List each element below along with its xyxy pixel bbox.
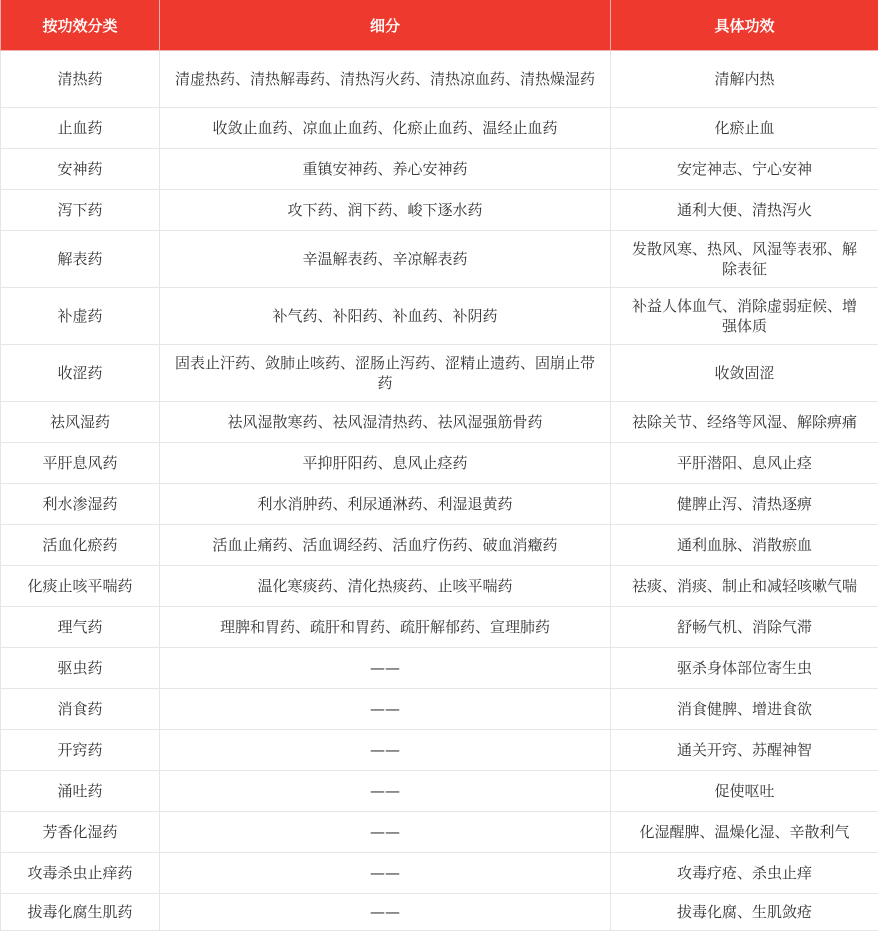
cell-category: 止血药 <box>1 108 160 149</box>
table-row <box>1 190 878 231</box>
table-header <box>1 0 878 51</box>
cell-subdivision: 理脾和胃药、疏肝和胃药、疏肝解郁药、宣理肺药 <box>160 607 611 648</box>
cell-efficacy: 通关开窍、苏醒神智 <box>611 730 878 771</box>
cell-efficacy: 化瘀止血 <box>611 108 878 149</box>
table-row <box>1 231 878 288</box>
table-row <box>1 525 878 566</box>
cell-category: 利水渗湿药 <box>1 484 160 525</box>
table-row <box>1 443 878 484</box>
table-row <box>1 108 878 149</box>
cell-efficacy: 化湿醒脾、温燥化湿、辛散利气 <box>611 812 878 853</box>
cell-subdivision: 温化寒痰药、清化热痰药、止咳平喘药 <box>160 566 611 607</box>
cell-efficacy: 驱杀身体部位寄生虫 <box>611 648 878 689</box>
cell-subdivision: 清虚热药、清热解毒药、清热泻火药、清热凉血药、清热燥湿药 <box>160 51 611 108</box>
header-category: 按功效分类 <box>1 0 160 51</box>
cell-category: 涌吐药 <box>1 771 160 812</box>
cell-efficacy: 平肝潜阳、息风止痉 <box>611 443 878 484</box>
header-efficacy: 具体功效 <box>611 0 878 51</box>
cell-category: 平肝息风药 <box>1 443 160 484</box>
cell-subdivision: 活血止痛药、活血调经药、活血疗伤药、破血消癥药 <box>160 525 611 566</box>
cell-category: 泻下药 <box>1 190 160 231</box>
cell-category: 祛风湿药 <box>1 402 160 443</box>
cell-subdivision: —— <box>160 771 611 812</box>
table-row <box>1 288 878 345</box>
cell-subdivision: 收敛止血药、凉血止血药、化瘀止血药、温经止血药 <box>160 108 611 149</box>
cell-efficacy: 健脾止泻、清热逐痹 <box>611 484 878 525</box>
cell-category: 拔毒化腐生肌药 <box>1 894 160 931</box>
cell-efficacy: 清解内热 <box>611 51 878 108</box>
table-row <box>1 812 878 853</box>
cell-subdivision: —— <box>160 689 611 730</box>
cell-category: 攻毒杀虫止痒药 <box>1 853 160 894</box>
cell-category: 驱虫药 <box>1 648 160 689</box>
cell-subdivision: 平抑肝阳药、息风止痉药 <box>160 443 611 484</box>
table-row <box>1 149 878 190</box>
cell-efficacy: 攻毒疗疮、杀虫止痒 <box>611 853 878 894</box>
table-row <box>1 484 878 525</box>
cell-subdivision: 祛风湿散寒药、祛风湿清热药、祛风湿强筋骨药 <box>160 402 611 443</box>
table-row <box>1 894 878 931</box>
cell-category: 开窍药 <box>1 730 160 771</box>
table-row <box>1 566 878 607</box>
cell-category: 补虚药 <box>1 288 160 345</box>
table-row <box>1 771 878 812</box>
table-row <box>1 51 878 108</box>
table-row <box>1 853 878 894</box>
cell-efficacy: 补益人体血气、消除虚弱症候、增强体质 <box>611 288 878 345</box>
cell-subdivision: —— <box>160 730 611 771</box>
cell-efficacy: 祛痰、消痰、制止和减轻咳嗽气喘 <box>611 566 878 607</box>
table-row <box>1 648 878 689</box>
table-row <box>1 345 878 402</box>
cell-category: 化痰止咳平喘药 <box>1 566 160 607</box>
cell-subdivision: 攻下药、润下药、峻下逐水药 <box>160 190 611 231</box>
cell-efficacy: 发散风寒、热风、风湿等表邪、解除表征 <box>611 231 878 288</box>
cell-efficacy: 促使呕吐 <box>611 771 878 812</box>
cell-efficacy: 拔毒化腐、生肌敛疮 <box>611 894 878 931</box>
cell-category: 芳香化湿药 <box>1 812 160 853</box>
cell-category: 解表药 <box>1 231 160 288</box>
cell-efficacy: 收敛固涩 <box>611 345 878 402</box>
cell-category: 收涩药 <box>1 345 160 402</box>
cell-subdivision: 固表止汗药、敛肺止咳药、涩肠止泻药、涩精止遗药、固崩止带药 <box>160 345 611 402</box>
table-row <box>1 689 878 730</box>
cell-efficacy: 通利血脉、消散瘀血 <box>611 525 878 566</box>
cell-efficacy: 祛除关节、经络等风湿、解除痹痛 <box>611 402 878 443</box>
cell-subdivision: —— <box>160 648 611 689</box>
cell-category: 清热药 <box>1 51 160 108</box>
header-subdivision: 细分 <box>160 0 611 51</box>
table-body <box>1 51 878 931</box>
table-row <box>1 402 878 443</box>
cell-subdivision: —— <box>160 894 611 931</box>
cell-subdivision: —— <box>160 812 611 853</box>
cell-efficacy: 安定神志、宁心安神 <box>611 149 878 190</box>
cell-efficacy: 通利大便、清热泻火 <box>611 190 878 231</box>
table-row <box>1 730 878 771</box>
cell-category: 理气药 <box>1 607 160 648</box>
cell-efficacy: 消食健脾、增进食欲 <box>611 689 878 730</box>
cell-subdivision: 利水消肿药、利尿通淋药、利湿退黄药 <box>160 484 611 525</box>
cell-subdivision: 辛温解表药、辛凉解表药 <box>160 231 611 288</box>
cell-subdivision: —— <box>160 853 611 894</box>
cell-efficacy: 舒畅气机、消除气滞 <box>611 607 878 648</box>
cell-subdivision: 补气药、补阳药、补血药、补阴药 <box>160 288 611 345</box>
table-row <box>1 607 878 648</box>
header-row <box>1 0 878 51</box>
cell-category: 消食药 <box>1 689 160 730</box>
cell-category: 安神药 <box>1 149 160 190</box>
cell-category: 活血化瘀药 <box>1 525 160 566</box>
cell-subdivision: 重镇安神药、养心安神药 <box>160 149 611 190</box>
